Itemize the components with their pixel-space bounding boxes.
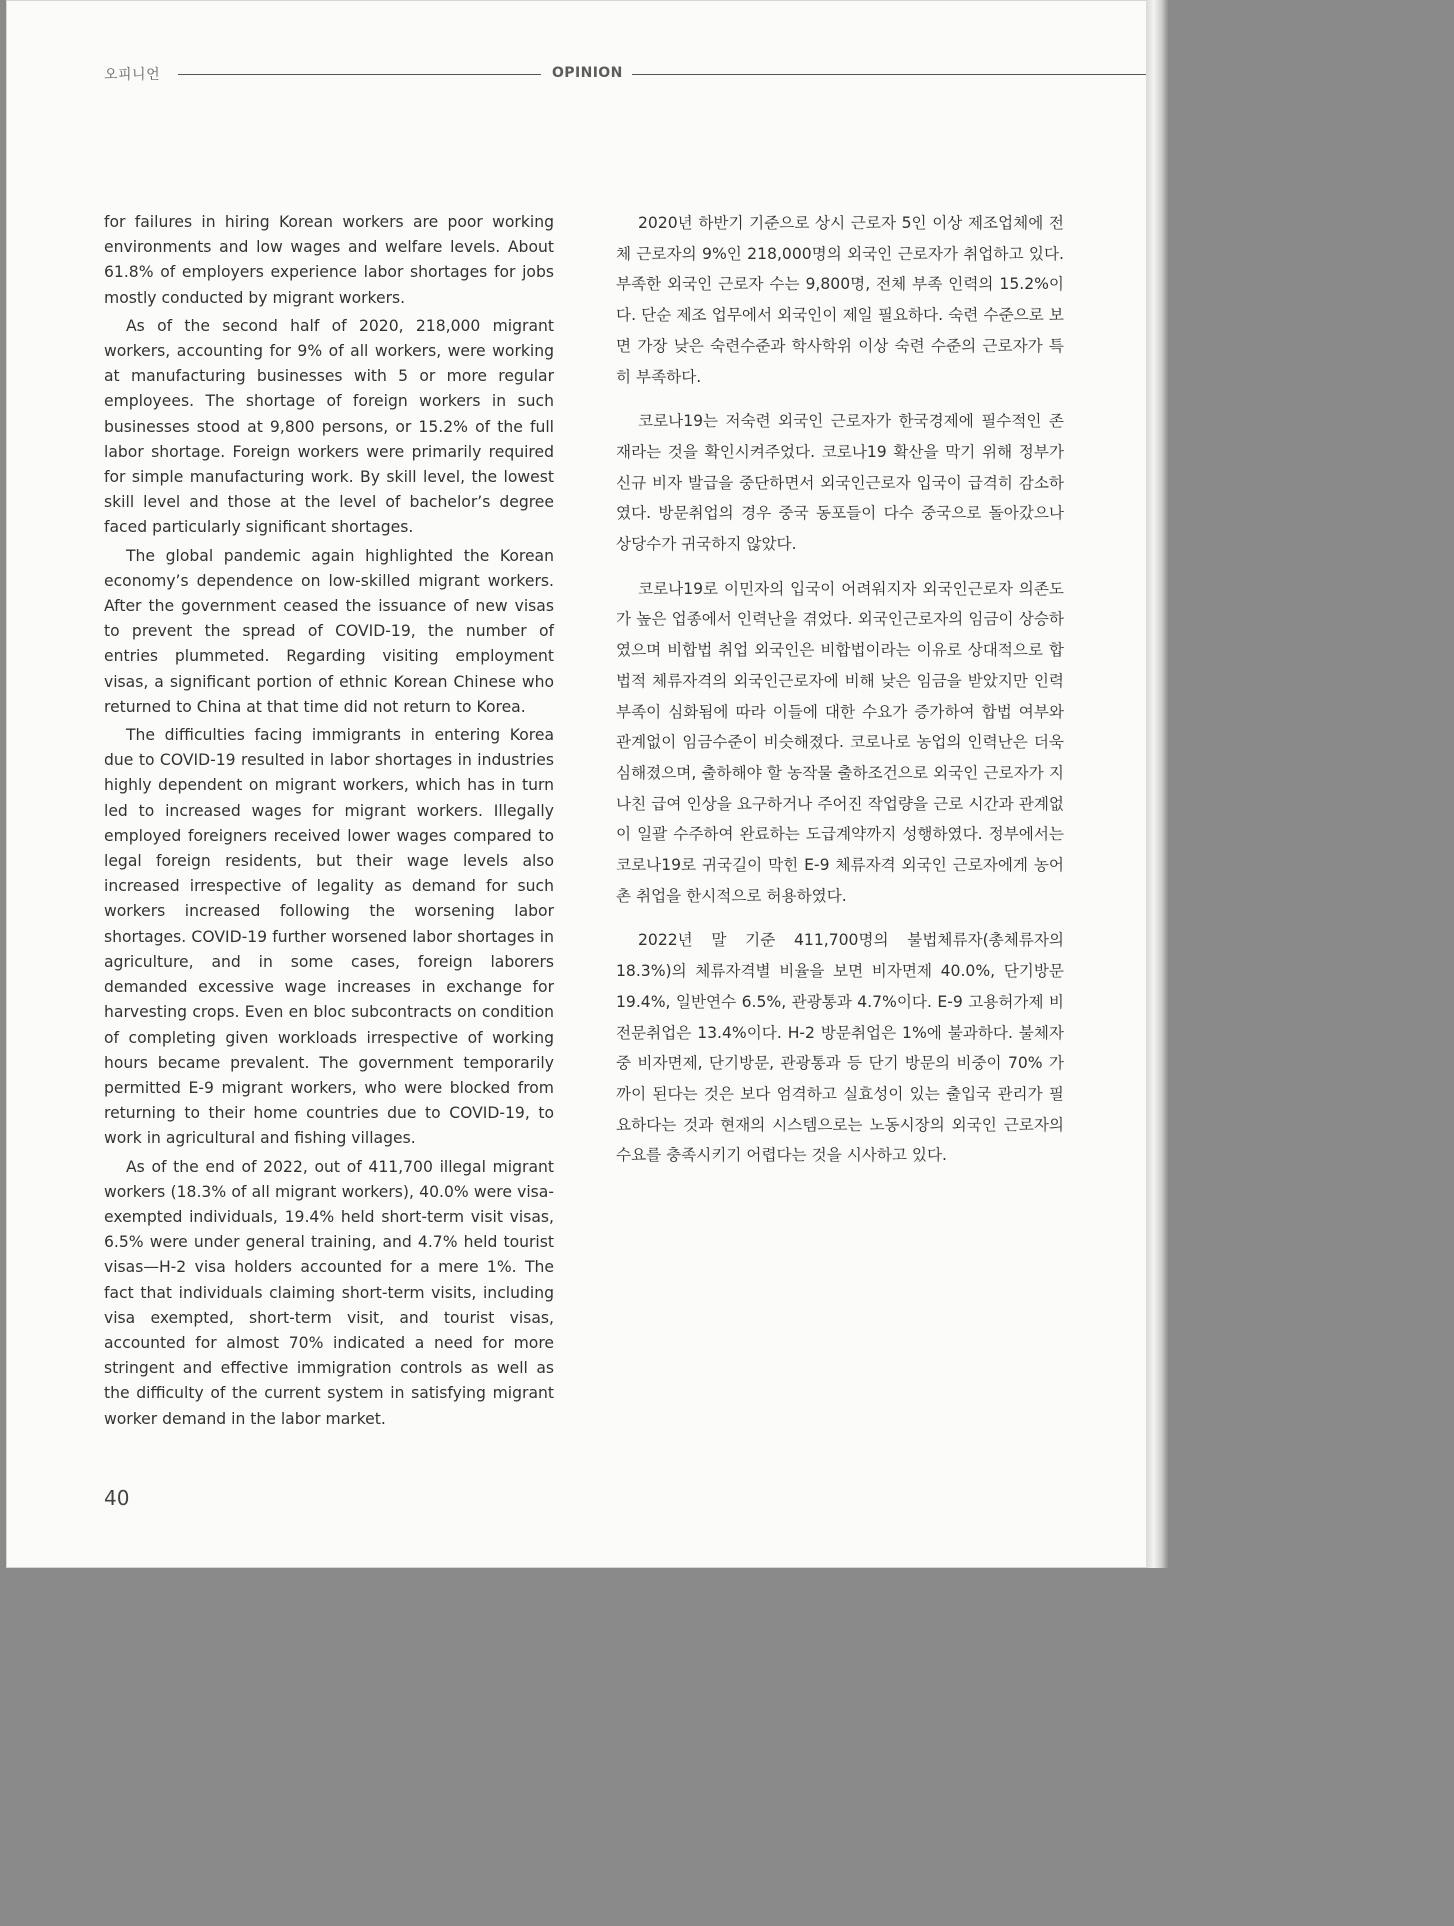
english-paragraph-5: As of the end of 2022, out of 411,700 illegal migrant workers (18.3% of all migrant workers), 40.0% were visa-exempted individuals, 19.4% held short-term visit visas, 6.5% were under general training, and 4.7% held tourist visas—H-2 visa holders accounted for a mere 1%. The fact that individuals claiming short-term visits, including visa exempted, short-term visit, and tourist visas, accounted for almost 70% indicated a need for more stringent and effective immigration controls as well as the difficulty of the current system in satisfying migrant worker demand in the labor market. xyxy=(104,1157,554,1428)
page-edge-shadow xyxy=(1146,0,1168,1568)
english-paragraph-4: The difficulties facing immigrants in entering Korea due to COVID-19 resulted in labor shortages in industries highly dependent on migrant workers, which has in turn led to increased wages for migrant workers. Illegally employed foreigners received lower wages compared to legal foreign residents, but their wage levels also increased irrespective of legality as demand for such workers increased following the worsening labor shortages. COVID-19 further worsened labor shortages in agriculture, and in some cases, foreign laborers demanded excessive wage increases in exchange for harvesting crops. Even en bloc subcontracts on condition of completing given workloads irrespective of working hours became prevalent. The government temporarily permitted E-9 migrant workers, who were blocked from returning to their home countries due to COVID-19, to work in agricultural and fishing villages. xyxy=(104,726,554,1148)
english-paragraph-2: As of the second half of 2020, 218,000 migrant workers, accounting for 9% of all workers, were working at manufacturing businesses with 5 or more regular employees. The shortage of foreign workers in such businesses stood at 9,800 persons, or 15.2% of the full labor shortage. Foreign workers were primarily required for simple manufacturing work. By skill level, the lowest skill level and those at the level of bachelor’s degree faced particularly significant shortages. xyxy=(104,316,554,537)
english-paragraph-1: for failures in hiring Korean workers are poor working environments and low wages and welfare levels. About 61.8% of employers experience labor shortages for jobs mostly conducted by migrant workers. xyxy=(104,213,554,307)
page-number: 40 xyxy=(104,1486,130,1510)
magazine-page xyxy=(6,0,1168,1568)
english-text-column xyxy=(104,210,554,1435)
english-paragraph-3: The global pandemic again highlighted the Korean economy’s dependence on low-skilled migrant workers. After the government ceased the issuance of new visas to prevent the spread of COVID-19, the number of entries plummeted. Regarding visiting employment visas, a significant portion of ethnic Korean Chinese who returned to China at that time did not return to Korea. xyxy=(104,546,554,716)
section-label-korean: 오피니언 xyxy=(104,67,161,83)
korean-paragraph-1: 2020년 하반기 기준으로 상시 근로자 5인 이상 제조업체에 전체 근로자의 9%인 218,000명의 외국인 근로자가 취업하고 있다. 부족한 외국인 근로자 수는 9,800명, 전체 부족 인력의 15.2%이다. 단순 제조 업무에서 외국인이 제일 필요하다. 숙련 수준으로 보면 가장 낮은 숙련수준과 학사학위 이상 숙련 수준의 근로자가 특히 부족하다. xyxy=(616,214,1064,386)
korean-paragraph-3: 코로나19로 이민자의 입국이 어려워지자 외국인근로자 의존도가 높은 업종에서 인력난을 겪었다. 외국인근로자의 임금이 상승하였으며 비합법 취업 외국인은 비합법이라는 이유로 상대적으로 합법적 체류자격의 외국인근로자에 비해 낮은 임금을 받았지만 인력부족이 심화됨에 따라 이들에 대한 수요가 증가하여 합법 여부와 관계없이 임금수준이 비슷해졌다. 코로나로 농업의 인력난은 더욱 심해졌으며, 출하해야 할 농작물 출하조건으로 외국인 근로자가 지나친 급여 인상을 요구하거나 주어진 작업량을 근로 시간과 관계없이 일괄 수주하여 완료하는 도급계약까지 성행하였다. 정부에서는 코로나19로 귀국길이 막힌 E-9 체류자격 외국인 근로자에게 농어촌 취업을 한시적으로 허용하였다. xyxy=(616,579,1064,905)
korean-text-column xyxy=(616,208,1064,1185)
header-rule-left xyxy=(178,74,541,75)
header-rule-right xyxy=(632,74,1164,75)
korean-paragraph-4: 2022년 말 기준 411,700명의 불법체류자(총체류자의 18.3%)의 체류자격별 비율을 보면 비자면제 40.0%, 단기방문 19.4%, 일반연수 6.5%, 관광통과 4.7%이다. E-9 고용허가제 비전문취업은 13.4%이다. H-2 방문취업은 1%에 불과하다. 불체자중 비자면제, 단기방문, 관광통과 등 단기 방문의 비중이 70% 가까이 된다는 것은 보다 엄격하고 실효성이 있는 출입국 관리가 필요하다는 것과 현재의 시스템으로는 노동시장의 외국인 근로자의 수요를 충족시키기 어렵다는 것을 시사하고 있다. xyxy=(616,931,1064,1165)
page-header xyxy=(104,62,1164,86)
section-label-english: OPINION xyxy=(552,65,623,81)
korean-paragraph-2: 코로나19는 저숙련 외국인 근로자가 한국경제에 필수적인 존재라는 것을 확인시켜주었다. 코로나19 확산을 막기 위해 정부가 신규 비자 발급을 중단하면서 외국인근로자 입국이 급격히 감소하였다. 방문취업의 경우 중국 동포들이 다수 중국으로 돌아갔으나 상당수가 귀국하지 않았다. xyxy=(616,412,1064,554)
